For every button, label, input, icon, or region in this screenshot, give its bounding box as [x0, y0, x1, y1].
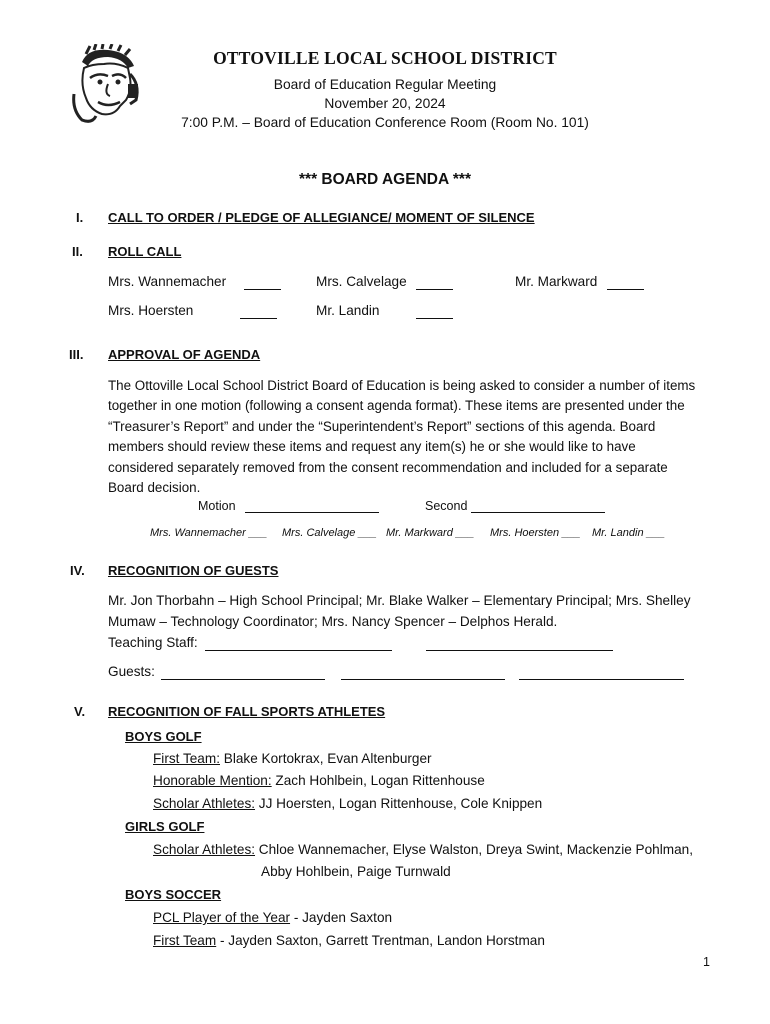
paragraph-line: together in one motion (following a consent agenda format). These items are presented under the [108, 398, 685, 414]
section-title-roll-call: ROLL CALL [108, 244, 182, 259]
vote-hoersten: Mrs. Hoersten ___ [490, 527, 581, 539]
paragraph-line: considered separately removed from the consent recommendation and included for a separate [108, 459, 668, 475]
teaching-staff-label: Teaching Staff: [108, 635, 198, 650]
page-number: 1 [703, 955, 710, 969]
boys-soccer-first-team [153, 933, 545, 948]
section-title-athletes: RECOGNITION OF FALL SPORTS ATHLETES [108, 704, 386, 719]
first-team-label: First Team: [153, 751, 220, 766]
section-number: III. [69, 347, 84, 362]
first-team-names: Blake Kortokrax, Evan Altenburger [223, 751, 432, 766]
section-number: V. [74, 704, 86, 719]
girls-golf-heading: GIRLS GOLF [125, 819, 205, 834]
girls-golf-scholar-athletes [153, 842, 693, 857]
boys-golf-honorable-mention [153, 773, 485, 788]
motion-label: Motion [198, 499, 236, 513]
guests-blank[interactable] [519, 667, 684, 680]
meeting-name: Board of Education Regular Meeting [273, 77, 497, 92]
scholar-athletes-label: Scholar Athletes: [153, 842, 256, 857]
guests-line-2: Mumaw – Technology Coordinator; Mrs. Nancy Spencer – Delphos Herald. [108, 614, 558, 629]
roll-call-blank[interactable] [416, 306, 453, 319]
guests-blank[interactable] [341, 667, 505, 680]
section-title-guests: RECOGNITION OF GUESTS [108, 563, 279, 578]
boys-golf-heading: BOYS GOLF [125, 729, 202, 744]
roll-call-hoersten: Mrs. Hoersten [108, 303, 194, 318]
boys-golf-first-team [153, 751, 432, 766]
girls-golf-scholar-athletes-cont: Abby Hohlbein, Paige Turnwald [261, 864, 451, 879]
guests-line-1: Mr. Jon Thorbahn – High School Principal; Mr. Blake Walker – Elementary Principal; Mrs. Shelley [108, 593, 691, 608]
boys-golf-scholar-athletes [153, 796, 542, 811]
motion-blank[interactable] [245, 500, 379, 513]
player-of-year-name: - Jayden Saxton [290, 910, 393, 925]
honorable-mention-names: Zach Hohlbein, Logan Rittenhouse [275, 773, 485, 788]
section-title-approval: APPROVAL OF AGENDA [108, 347, 261, 362]
guests-blank[interactable] [161, 667, 325, 680]
roll-call-landin: Mr. Landin [316, 303, 380, 318]
second-label: Second [425, 499, 468, 513]
meeting-date: November 20, 2024 [324, 96, 446, 111]
agenda-title: *** BOARD AGENDA *** [299, 171, 471, 188]
paragraph-line: The Ottoville Local School District Board of Education is being asked to consider a number of items [108, 378, 696, 393]
vote-wannemacher: Mrs. Wannemacher ___ [150, 527, 268, 539]
roll-call-blank[interactable] [240, 306, 277, 319]
roll-call-calvelage: Mrs. Calvelage [316, 274, 407, 289]
honorable-mention-label: Honorable Mention: [153, 773, 272, 788]
meeting-time-location: 7:00 P.M. – Board of Education Conference Room (Room No. 101) [181, 115, 589, 130]
paragraph-line: members should review these items and request any item(s) he or she would like to have [108, 439, 636, 455]
roll-call-markward: Mr. Markward [515, 274, 598, 289]
first-team-label: First Team [153, 933, 217, 948]
roll-call-blank[interactable] [244, 277, 281, 290]
approval-paragraph [108, 376, 695, 498]
boys-soccer-player-of-year [153, 910, 392, 925]
paragraph-line: Board decision. [108, 480, 201, 496]
vote-landin: Mr. Landin ___ [592, 527, 665, 539]
section-title-call-to-order: CALL TO ORDER / PLEDGE OF ALLEGIANCE/ MOMENT OF SILENCE [108, 210, 535, 225]
section-number: II. [72, 244, 83, 259]
section-number: IV. [70, 563, 85, 578]
district-title: OTTOVILLE LOCAL SCHOOL DISTRICT [213, 48, 557, 68]
paragraph-line: “Treasurer’s Report” and under the “Superintendent’s Report” sections of this agenda. Board [108, 418, 656, 434]
teaching-staff-blank[interactable] [426, 638, 613, 651]
first-team-names: - Jayden Saxton, Garrett Trentman, Landon Horstman [216, 933, 545, 948]
guests-label: Guests: [108, 664, 155, 679]
vote-markward: Mr. Markward ___ [386, 527, 475, 539]
roll-call-blank[interactable] [416, 277, 453, 290]
roll-call-blank[interactable] [607, 277, 644, 290]
boys-soccer-heading: BOYS SOCCER [125, 887, 222, 902]
scholar-athletes-names: JJ Hoersten, Logan Rittenhouse, Cole Knippen [258, 796, 543, 811]
player-of-year-label: PCL Player of the Year [153, 910, 291, 925]
teaching-staff-blank[interactable] [205, 638, 392, 651]
vote-calvelage: Mrs. Calvelage ___ [282, 527, 377, 539]
second-blank[interactable] [471, 500, 605, 513]
scholar-athletes-names: Chloe Wannemacher, Elyse Walston, Dreya Swint, Mackenzie Pohlman, [258, 842, 693, 857]
scholar-athletes-label: Scholar Athletes: [153, 796, 256, 811]
roll-call-wannemacher: Mrs. Wannemacher [108, 274, 227, 289]
section-number: I. [76, 210, 84, 225]
